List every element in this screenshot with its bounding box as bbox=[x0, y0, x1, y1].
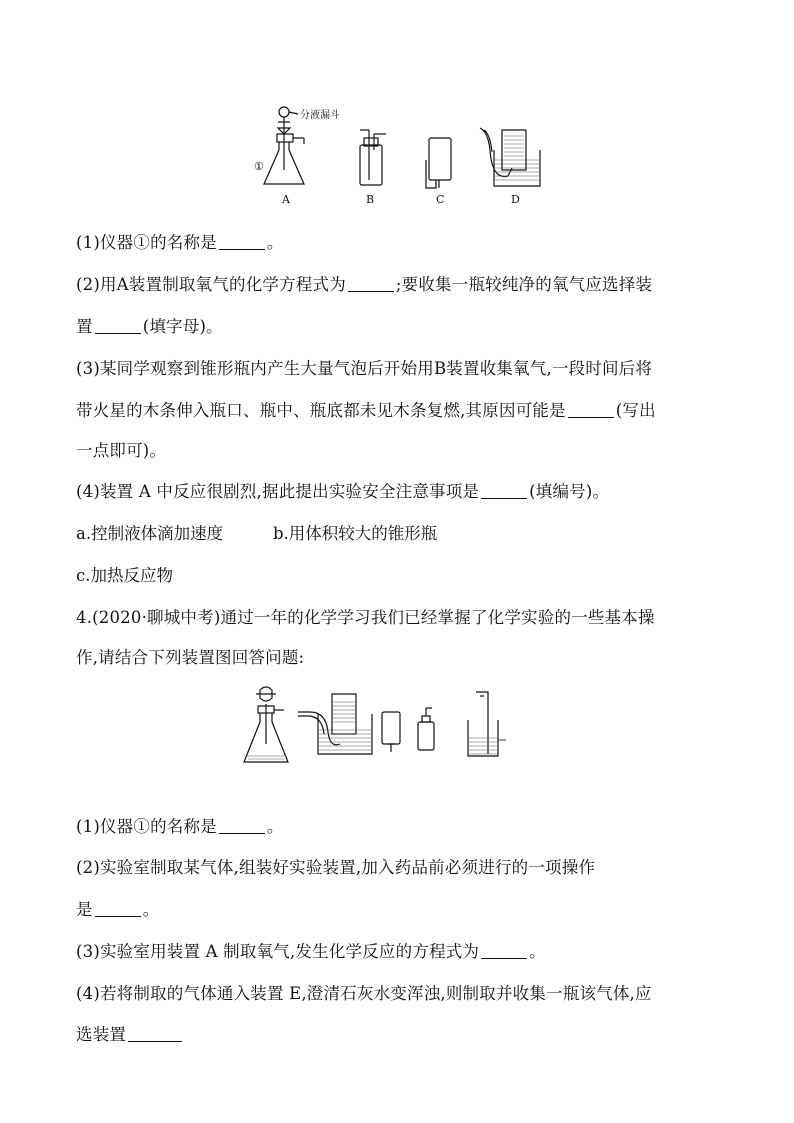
q3-part4: (4)装置 A 中反应很剧烈,据此提出实验安全注意事项是 (填编号)。 bbox=[76, 482, 610, 501]
answer-blank[interactable] bbox=[219, 233, 265, 250]
q4-stem: 4.(2020·聊城中考)通过一年的化学学习我们已经掌握了化学实验的一些基本操 bbox=[76, 608, 655, 627]
q4-part3: (3)实验室用装置 A 制取氧气,发生化学反应的方程式为 。 bbox=[76, 942, 546, 961]
apparatus-figure-1 bbox=[240, 100, 560, 212]
answer-blank[interactable] bbox=[95, 900, 141, 917]
option-c: c.加热反应物 bbox=[76, 566, 173, 585]
q3-part1: (1)仪器①的名称是 。 bbox=[76, 233, 284, 252]
answer-blank[interactable] bbox=[348, 275, 394, 292]
separatory-funnel-callout: 分液漏斗 bbox=[300, 110, 340, 121]
option-a: a.控制液体滴加速度 bbox=[76, 524, 224, 543]
q4-stem-cont: 作,请结合下列装置图回答问题: bbox=[76, 648, 305, 667]
q4-part4-cont: 选装置 bbox=[76, 1023, 184, 1047]
figure1-label-b: B bbox=[366, 193, 375, 206]
q4-part4: (4)若将制取的气体通入装置 E,澄清石灰水变浑浊,则制取并收集一瓶该气体,应 bbox=[76, 984, 652, 1003]
q4-part2: (2)实验室制取某气体,组装好实验装置,加入药品前必须进行的一项操作 bbox=[76, 858, 596, 877]
q3-part3-cont: 带火星的木条伸入瓶口、瓶中、瓶底都未见木条复燃,其原因可能是 (写出 bbox=[76, 401, 656, 420]
apparatus-figure-2 bbox=[236, 684, 576, 792]
figure1-label-d: D bbox=[511, 193, 520, 206]
answer-blank[interactable] bbox=[568, 401, 614, 418]
answer-blank[interactable] bbox=[128, 1025, 182, 1042]
answer-blank[interactable] bbox=[481, 482, 527, 499]
q4-part1: (1)仪器①的名称是 。 bbox=[76, 817, 284, 836]
figure1-label-c: C bbox=[436, 193, 445, 206]
answer-blank[interactable] bbox=[219, 817, 265, 834]
q3-part2-cont: 置 (填字母)。 bbox=[76, 317, 223, 336]
q4-part2-cont: 是 。 bbox=[76, 900, 160, 919]
option-b: b.用体积较大的锥形瓶 bbox=[273, 524, 438, 543]
answer-blank[interactable] bbox=[95, 317, 141, 334]
q3-part3-end: 一点即可)。 bbox=[76, 441, 167, 460]
answer-blank[interactable] bbox=[481, 942, 527, 959]
q3-part2: (2)用A装置制取氧气的化学方程式为 ;要收集一瓶较纯净的氧气应选择装 bbox=[76, 275, 653, 294]
figure1-label-a: A bbox=[282, 193, 290, 206]
instrument-marker: ① bbox=[254, 160, 264, 173]
q3-part3: (3)某同学观察到锥形瓶内产生大量气泡后开始用B装置收集氧气,一段时间后将 bbox=[76, 359, 653, 378]
